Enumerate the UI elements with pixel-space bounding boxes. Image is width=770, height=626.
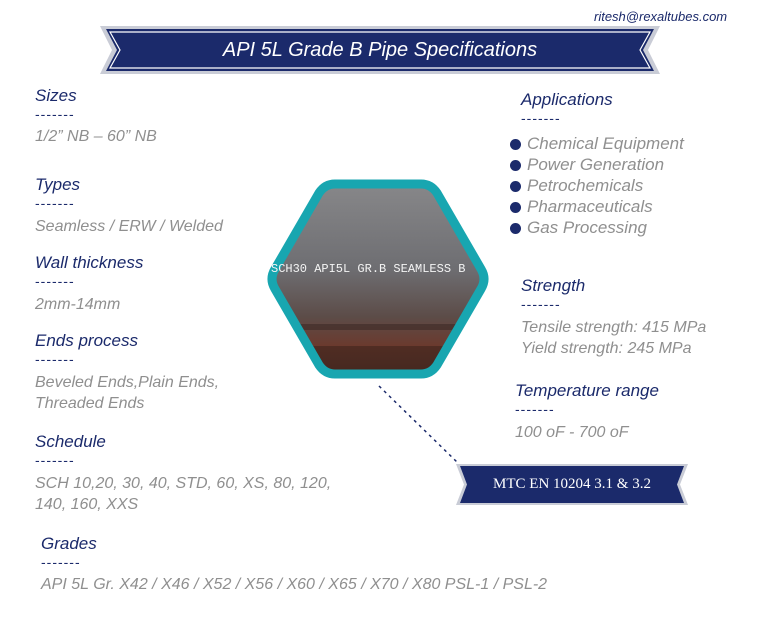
ends-process-value-1: Beveled Ends,Plain Ends, (35, 374, 220, 391)
grades-value: API 5L Gr. X42 / X46 / X52 / X56 / X60 / X65 / X70 / X80 PSL-1 / PSL-2 (41, 576, 548, 593)
yield-strength-value: Yield strength: 245 MPa (521, 340, 692, 357)
types-heading: Types (35, 175, 81, 194)
application-item: Gas Processing (510, 217, 647, 239)
mtc-badge (456, 464, 688, 505)
wall-thickness-value: 2mm-14mm (35, 296, 121, 313)
connector-line (375, 380, 465, 470)
contact-email[interactable]: ritesh@rexaltubes.com (594, 9, 728, 24)
schedule-divider: ------- (35, 452, 75, 468)
application-item: Pharmaceuticals (510, 196, 653, 218)
grades-heading: Grades (41, 534, 97, 553)
strength-divider: ------- (521, 296, 561, 312)
sizes-heading: Sizes (35, 86, 77, 105)
temperature-value: 100 oF - 700 oF (515, 424, 629, 441)
page-title: API 5L Grade B Pipe Specifications (222, 39, 538, 61)
wall-thickness-divider: ------- (35, 273, 75, 289)
wall-thickness-heading: Wall thickness (35, 253, 144, 272)
bullet-icon (510, 181, 521, 192)
temperature-divider: ------- (515, 401, 555, 417)
tensile-strength-value: Tensile strength: 415 MPa (521, 319, 707, 336)
schedule-value-2: 140, 160, XXS (35, 496, 139, 513)
application-item: Power Generation (510, 154, 664, 176)
pipe-marking-text: SCH30 API5L GR.B SEAMLESS B (271, 262, 466, 276)
mtc-label: MTC EN 10204 3.1 & 3.2 (493, 476, 651, 492)
types-divider: ------- (35, 195, 75, 211)
bullet-icon (510, 160, 521, 171)
strength-heading: Strength (521, 276, 586, 295)
ends-process-value-2: Threaded Ends (35, 395, 145, 412)
sizes-divider: ------- (35, 106, 75, 122)
schedule-heading: Schedule (35, 432, 106, 451)
ends-process-heading: Ends process (35, 331, 138, 350)
application-item: Petrochemicals (510, 175, 643, 197)
pipe-image (263, 174, 493, 384)
ends-process-divider: ------- (35, 351, 75, 367)
bullet-icon (510, 202, 521, 213)
title-banner (100, 26, 660, 74)
bullet-icon (510, 139, 521, 150)
applications-divider: ------- (521, 110, 561, 126)
applications-heading: Applications (521, 90, 613, 109)
pipe-hexagon (263, 174, 493, 384)
temperature-heading: Temperature range (515, 381, 659, 400)
types-value: Seamless / ERW / Welded (35, 218, 223, 235)
grades-divider: ------- (41, 554, 81, 570)
application-item: Chemical Equipment (510, 133, 684, 155)
schedule-value-1: SCH 10,20, 30, 40, STD, 60, XS, 80, 120, (35, 475, 332, 492)
sizes-value: 1/2” NB – 60” NB (35, 128, 157, 145)
bullet-icon (510, 223, 521, 234)
